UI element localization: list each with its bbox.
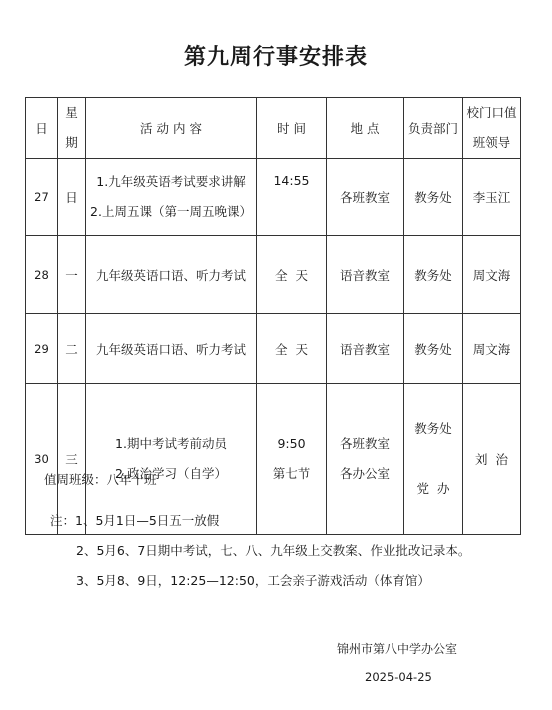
table-row (26, 314, 521, 384)
header-row (26, 98, 521, 159)
note-item: 注：1、5月1日—5日五一放假 (50, 513, 220, 528)
row-time: 14:55 (257, 159, 327, 236)
row-dept: 教务处 (404, 159, 463, 236)
row-place: 各班教室 (327, 159, 404, 236)
row-weekday: 日 (58, 159, 86, 236)
note-item: 3、5月8、9日，12:25—12:50，工会亲子游戏活动（体育馆） (76, 573, 430, 588)
row-weekday: 三 (58, 384, 86, 535)
row-dept: 教务处 (404, 236, 463, 314)
row-activity: 九年级英语口语、听力考试 (86, 236, 257, 314)
row-activity: 1.期中考试考前动员 2.政治学习（自学） (86, 384, 257, 535)
row-day: 28 (26, 236, 58, 314)
table-row (26, 236, 521, 314)
row-leader: 周文海 (463, 314, 521, 384)
row-weekday: 二 (58, 314, 86, 384)
row-time: 全 天 (257, 236, 327, 314)
header-activity: 活 动 内 容 (86, 98, 257, 159)
row-leader: 李玉江 (463, 159, 521, 236)
header-dept: 负责部门 (404, 98, 463, 159)
issue-date: 2025-04-25 (365, 670, 432, 684)
row-dept: 教务处 (404, 314, 463, 384)
header-day: 日 (26, 98, 58, 159)
header-place: 地 点 (327, 98, 404, 159)
issuer: 锦州市第八中学办公室 (337, 642, 458, 656)
header-time: 时 间 (257, 98, 327, 159)
row-activity: 九年级英语口语、听力考试 (86, 314, 257, 384)
row-time: 9:50 第七节 (257, 384, 327, 535)
row-day: 30 (26, 384, 58, 535)
table-row (26, 159, 521, 236)
row-place: 语音教室 (327, 314, 404, 384)
row-leader: 周文海 (463, 236, 521, 314)
duty-class: 值周班级：八年十班 (44, 472, 157, 487)
row-time: 全 天 (257, 314, 327, 384)
note-item: 2、5月6、7日期中考试，七、八、九年级上交教案、作业批改记录本。 (76, 543, 471, 558)
page-title: 第九周行事安排表 (183, 45, 368, 70)
row-day: 27 (26, 159, 58, 236)
row-weekday: 一 (58, 236, 86, 314)
row-activity: 1.九年级英语考试要求讲解 2.上周五课（第一周五晚课） (86, 159, 257, 236)
header-weekday: 星 期 (58, 98, 86, 159)
row-leader: 刘 治 (463, 384, 521, 535)
header-leader: 校门口值 班领导 (463, 98, 521, 159)
row-dept: 教务处 党 办 (404, 384, 463, 535)
row-place: 语音教室 (327, 236, 404, 314)
row-place: 各班教室 各办公室 (327, 384, 404, 535)
row-day: 29 (26, 314, 58, 384)
